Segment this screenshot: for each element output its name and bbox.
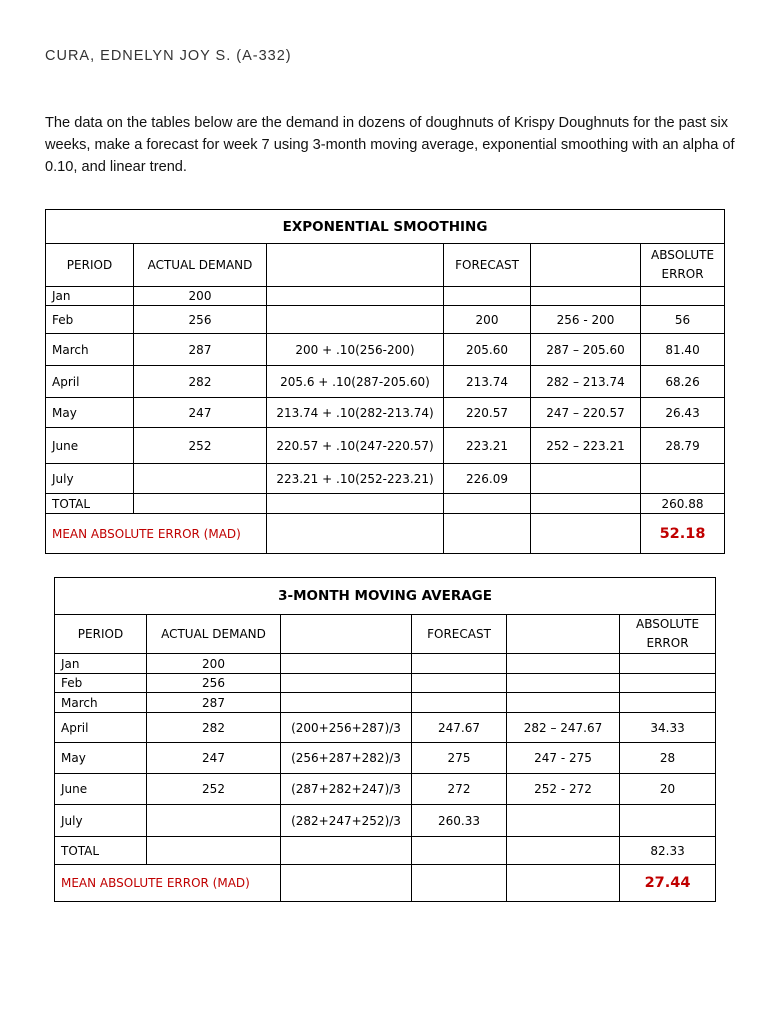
mad-value: 27.44 xyxy=(620,865,716,902)
formula-cell: 205.6 + .10(287-205.60) xyxy=(267,366,444,398)
period-cell: April xyxy=(55,713,147,743)
forecast-cell xyxy=(412,674,507,693)
header-blank xyxy=(267,244,444,287)
actual-demand-cell: 287 xyxy=(147,693,281,713)
forecast-cell: 260.33 xyxy=(412,805,507,837)
absolute-error-cell xyxy=(641,464,725,494)
table-title: 3-MONTH MOVING AVERAGE xyxy=(55,578,716,615)
actual-demand-cell: 256 xyxy=(134,306,267,334)
absolute-error-cell xyxy=(620,805,716,837)
table-body xyxy=(55,654,716,837)
forecast-cell: 272 xyxy=(412,774,507,805)
exponential-smoothing-table xyxy=(45,209,725,554)
actual-demand-cell: 247 xyxy=(147,743,281,774)
absolute-error-cell: 34.33 xyxy=(620,713,716,743)
absolute-error-cell: 28 xyxy=(620,743,716,774)
formula-cell: 220.57 + .10(247-220.57) xyxy=(267,428,444,464)
table-row xyxy=(55,774,716,805)
table-row xyxy=(46,334,725,366)
actual-demand-cell xyxy=(147,805,281,837)
intro-paragraph: The data on the tables below are the demand in dozens of doughnuts of Krispy Doughnuts for the past six weeks, make a forecast for week 7 using 3-month moving average, exponential smoothing with an alpha of 0.10, and linear trend. xyxy=(45,115,735,175)
period-cell: Jan xyxy=(46,287,134,306)
period-cell: March xyxy=(55,693,147,713)
absolute-error-cell: 56 xyxy=(641,306,725,334)
header-blank xyxy=(507,615,620,654)
forecast-cell: 220.57 xyxy=(444,398,531,428)
formula-cell xyxy=(267,306,444,334)
difference-cell: 256 - 200 xyxy=(531,306,641,334)
formula-cell: 223.21 + .10(252-223.21) xyxy=(267,464,444,494)
table-row xyxy=(46,398,725,428)
author-name: CURA, EDNELYN JOY S. (A-332) xyxy=(45,48,292,64)
formula-cell xyxy=(267,287,444,306)
actual-demand-cell: 247 xyxy=(134,398,267,428)
actual-demand-cell: 282 xyxy=(147,713,281,743)
difference-cell xyxy=(531,287,641,306)
actual-demand-cell: 200 xyxy=(147,654,281,674)
absolute-error-cell: 26.43 xyxy=(641,398,725,428)
actual-demand-cell: 252 xyxy=(134,428,267,464)
forecast-cell: 226.09 xyxy=(444,464,531,494)
table-row xyxy=(55,805,716,837)
difference-cell: 282 – 247.67 xyxy=(507,713,620,743)
formula-cell: (282+247+252)/3 xyxy=(281,805,412,837)
table-body xyxy=(46,287,725,494)
table-row xyxy=(55,693,716,713)
forecast-cell: 205.60 xyxy=(444,334,531,366)
header-forecast: FORECAST xyxy=(444,244,531,287)
table-row xyxy=(46,464,725,494)
table-row xyxy=(55,674,716,693)
difference-cell xyxy=(507,674,620,693)
difference-cell xyxy=(507,654,620,674)
table-row xyxy=(55,743,716,774)
actual-demand-cell: 252 xyxy=(147,774,281,805)
mad-label: MEAN ABSOLUTE ERROR (MAD) xyxy=(55,865,281,902)
absolute-error-cell xyxy=(620,674,716,693)
total-label: TOTAL xyxy=(55,837,147,865)
actual-demand-cell: 256 xyxy=(147,674,281,693)
period-cell: March xyxy=(46,334,134,366)
table-row xyxy=(46,366,725,398)
difference-cell: 252 - 272 xyxy=(507,774,620,805)
absolute-error-cell: 68.26 xyxy=(641,366,725,398)
difference-cell: 287 – 205.60 xyxy=(531,334,641,366)
formula-cell: (287+282+247)/3 xyxy=(281,774,412,805)
actual-demand-cell: 200 xyxy=(134,287,267,306)
difference-cell: 252 – 223.21 xyxy=(531,428,641,464)
period-cell: June xyxy=(55,774,147,805)
absolute-error-cell: 81.40 xyxy=(641,334,725,366)
absolute-error-cell: 28.79 xyxy=(641,428,725,464)
header-forecast: FORECAST xyxy=(412,615,507,654)
header-period: PERIOD xyxy=(46,244,134,287)
actual-demand-cell xyxy=(134,464,267,494)
table-row xyxy=(55,713,716,743)
header-blank xyxy=(281,615,412,654)
period-cell: May xyxy=(46,398,134,428)
moving-average-table xyxy=(54,577,716,902)
forecast-cell: 200 xyxy=(444,306,531,334)
period-cell: Jan xyxy=(55,654,147,674)
table-title: EXPONENTIAL SMOOTHING xyxy=(46,210,725,244)
formula-cell: 213.74 + .10(282-213.74) xyxy=(267,398,444,428)
formula-cell xyxy=(281,693,412,713)
header-absolute-error: ABSOLUTE ERROR xyxy=(620,615,716,654)
table-row xyxy=(46,287,725,306)
table-row xyxy=(46,428,725,464)
total-value: 260.88 xyxy=(641,494,725,514)
formula-cell: 200 + .10(256-200) xyxy=(267,334,444,366)
period-cell: Feb xyxy=(46,306,134,334)
mad-value: 52.18 xyxy=(641,514,725,554)
forecast-cell xyxy=(412,654,507,674)
header-actual-demand: ACTUAL DEMAND xyxy=(147,615,281,654)
header-actual-demand: ACTUAL DEMAND xyxy=(134,244,267,287)
forecast-cell: 247.67 xyxy=(412,713,507,743)
period-cell: June xyxy=(46,428,134,464)
actual-demand-cell: 287 xyxy=(134,334,267,366)
header-blank xyxy=(531,244,641,287)
period-cell: May xyxy=(55,743,147,774)
formula-cell xyxy=(281,674,412,693)
forecast-cell: 275 xyxy=(412,743,507,774)
period-cell: July xyxy=(46,464,134,494)
forecast-cell: 213.74 xyxy=(444,366,531,398)
formula-cell: (200+256+287)/3 xyxy=(281,713,412,743)
period-cell: July xyxy=(55,805,147,837)
difference-cell: 247 - 275 xyxy=(507,743,620,774)
difference-cell xyxy=(531,464,641,494)
absolute-error-cell: 20 xyxy=(620,774,716,805)
difference-cell xyxy=(507,693,620,713)
difference-cell: 282 – 213.74 xyxy=(531,366,641,398)
absolute-error-cell xyxy=(641,287,725,306)
table-row xyxy=(55,654,716,674)
absolute-error-cell xyxy=(620,693,716,713)
period-cell: Feb xyxy=(55,674,147,693)
actual-demand-cell: 282 xyxy=(134,366,267,398)
formula-cell xyxy=(281,654,412,674)
forecast-cell: 223.21 xyxy=(444,428,531,464)
absolute-error-cell xyxy=(620,654,716,674)
period-cell: April xyxy=(46,366,134,398)
forecast-cell xyxy=(444,287,531,306)
table-row xyxy=(46,306,725,334)
header-period: PERIOD xyxy=(55,615,147,654)
formula-cell: (256+287+282)/3 xyxy=(281,743,412,774)
forecast-cell xyxy=(412,693,507,713)
total-value: 82.33 xyxy=(620,837,716,865)
mad-label: MEAN ABSOLUTE ERROR (MAD) xyxy=(46,514,267,554)
difference-cell: 247 – 220.57 xyxy=(531,398,641,428)
total-label: TOTAL xyxy=(46,494,134,514)
header-absolute-error: ABSOLUTE ERROR xyxy=(641,244,725,287)
difference-cell xyxy=(507,805,620,837)
